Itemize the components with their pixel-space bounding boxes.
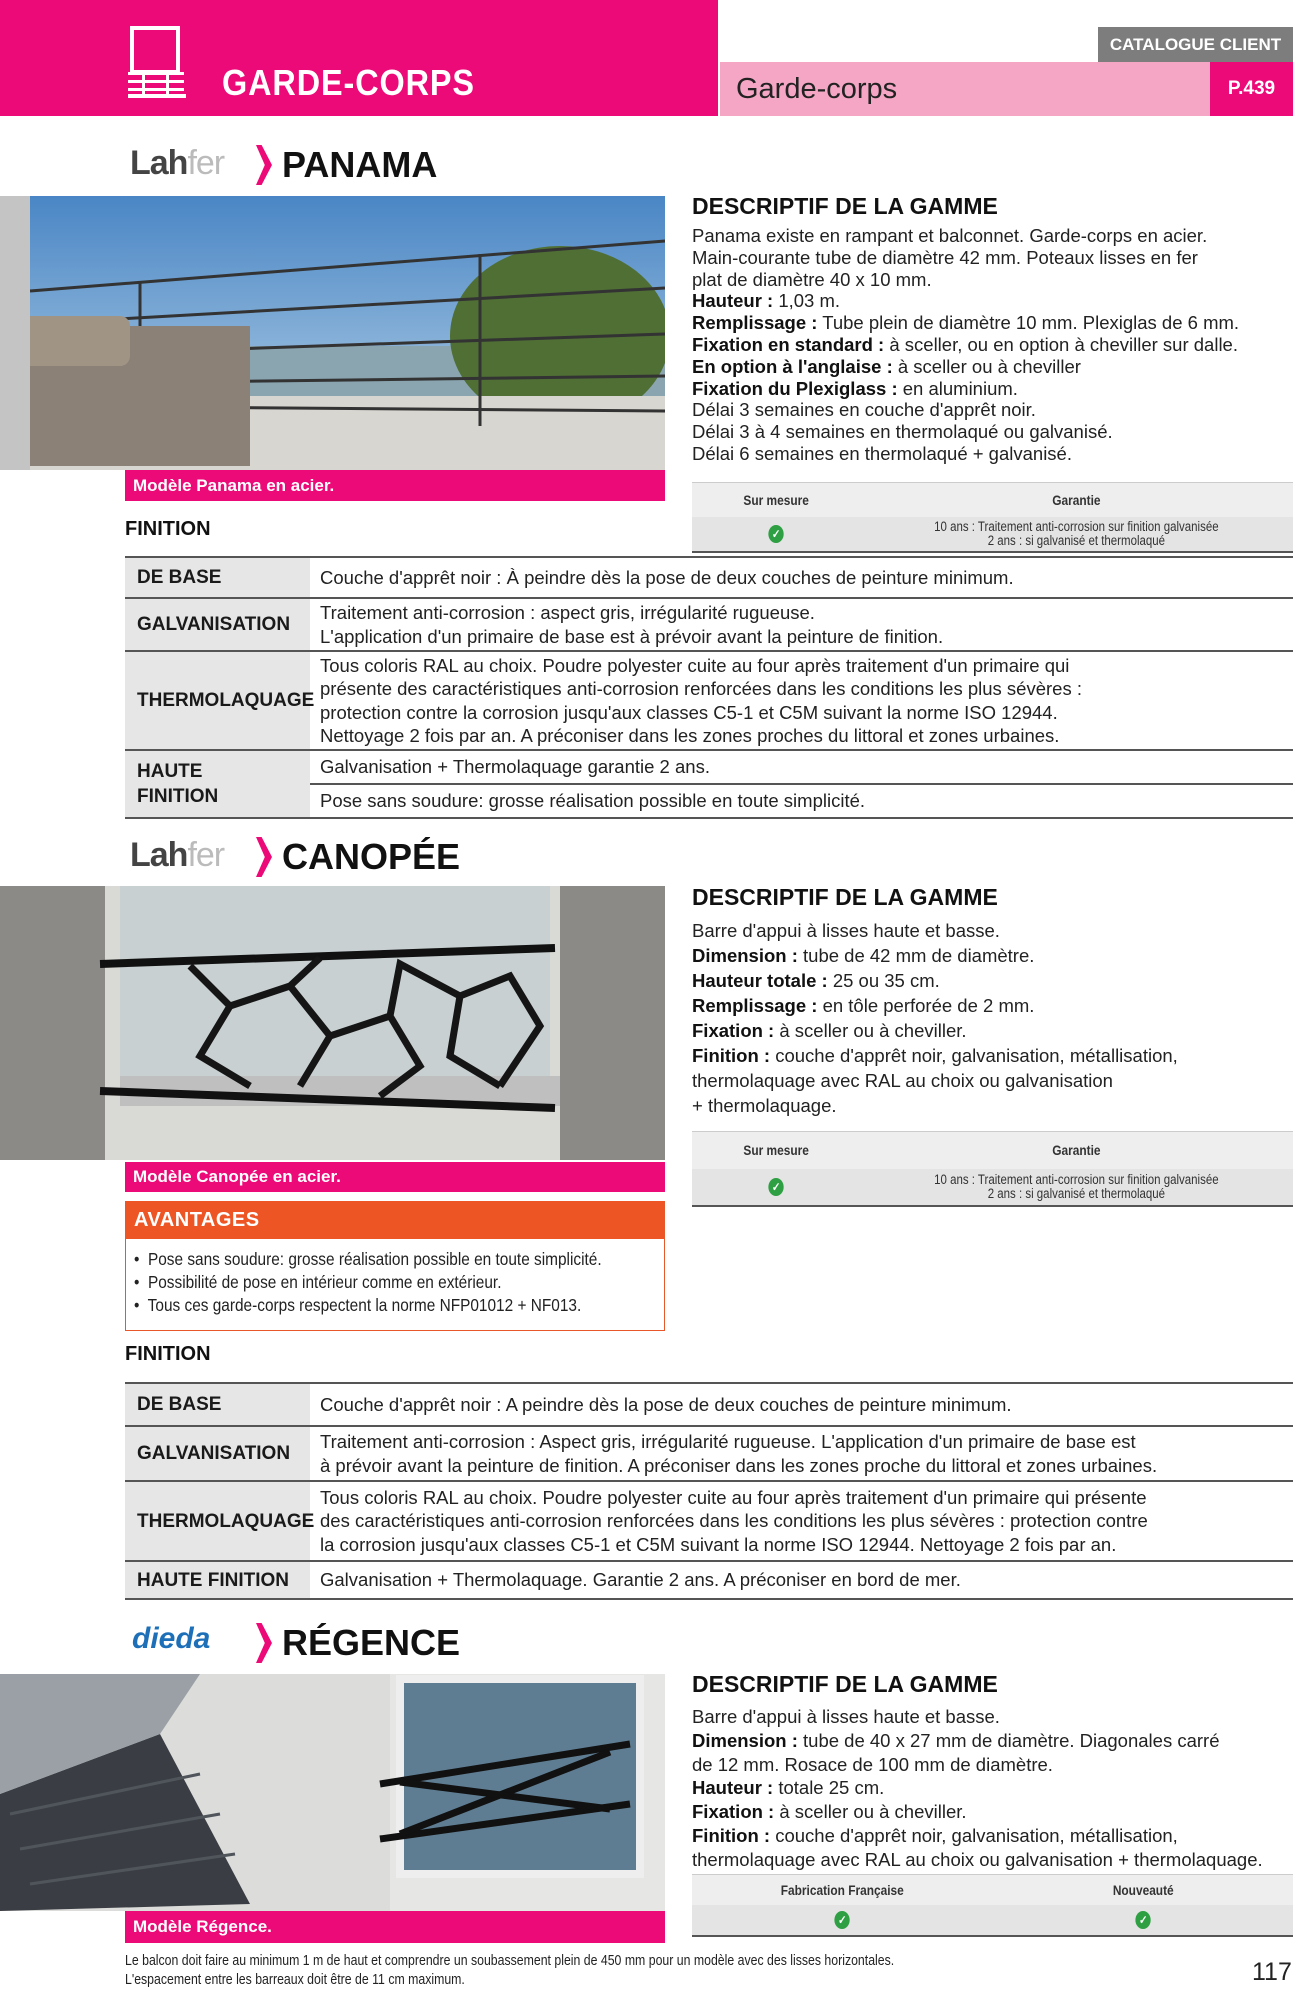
check-circle-icon: ✓ [1135, 1911, 1150, 1929]
check-circle-icon: ✓ [835, 1911, 850, 1929]
description-key: En option à l'anglaise : [692, 355, 893, 377]
spec-cell [893, 517, 1261, 551]
finition-row-text: présente des caractéristiques anti-corrosion renforcées dans les conditions les plus sévères : [320, 678, 1082, 699]
description-line [692, 1045, 1178, 1067]
description-key: Dimension : [692, 1729, 798, 1751]
finition-label: FINITION [125, 518, 211, 540]
description-key: Finition : [692, 1825, 771, 1846]
description-line [692, 290, 840, 312]
finition-row-label: THERMOLAQUAGE [125, 1482, 310, 1560]
description-key: Finition : [692, 1045, 771, 1066]
product-photo-regence [0, 1674, 665, 1911]
description-line [692, 334, 1238, 356]
spec-header: Fabrication Française [780, 1882, 904, 1898]
finition-row-label: GALVANISATION [125, 1427, 310, 1480]
description-text: 25 ou 35 cm. [827, 970, 940, 991]
finition-table [125, 1382, 1293, 1598]
product-title: PANAMA [282, 144, 438, 185]
description-text: Délai 6 semaines en thermolaqué + galvanisé. [692, 443, 1072, 464]
finition-row-text: Tous coloris RAL au choix. Poudre polyester cuite au four après traitement d'un primaire qui présente [320, 1486, 1147, 1508]
balcony-icon [128, 26, 188, 98]
description-text: couche d'apprêt noir, galvanisation, métallisation, [770, 1825, 1178, 1846]
description-line [692, 1070, 1113, 1092]
description-text: Barre d'appui à lisses haute et basse. [692, 1706, 1000, 1727]
description-key: Hauteur totale : [692, 970, 828, 991]
finition-row-label: GALVANISATION [125, 599, 310, 650]
finition-row-text: Traitement anti-corrosion : aspect gris, irrégularité rugueuse. [320, 602, 815, 623]
description-key: Remplissage : [692, 312, 818, 334]
advantage-item: • Pose sans soudure: grosse réalisation possible en toute simplicité. [134, 1249, 602, 1269]
description-text: Main-courante tube de diamètre 42 mm. Poteaux lisses en fer [692, 246, 1198, 268]
photo-caption: Modèle Panama en acier. [125, 470, 665, 501]
section-title: GARDE-CORPS [222, 62, 475, 103]
page-number: 117 [1252, 1958, 1292, 1986]
description-text: tube de 42 mm de diamètre. [797, 945, 1035, 966]
description-line [692, 1801, 967, 1823]
finition-row [125, 751, 1293, 819]
product-title: CANOPÉE [282, 836, 461, 877]
description-key: Hauteur : [692, 290, 774, 312]
chevron-right-icon [256, 145, 272, 185]
spec-header: Garantie [1052, 1142, 1101, 1159]
finition-row [125, 1482, 1293, 1562]
description-text: totale 25 cm. [773, 1777, 885, 1799]
spec-table [692, 1131, 1293, 1207]
description-title: DESCRIPTIF DE LA GAMME [692, 1671, 998, 1697]
finition-row-text: protection contre la corrosion jusqu'aux classes C5-1 et C5M suivant la norme ISO 12944. [320, 701, 1058, 723]
advantage-item: • Possibilité de pose en intérieur comme en extérieur. [134, 1272, 502, 1292]
description-line [692, 1020, 967, 1042]
description-line [692, 356, 1081, 378]
spec-cell [715, 1905, 970, 1935]
description-key: Fixation du Plexiglass : [692, 377, 898, 399]
description-text: Panama existe en rampant et balconnet. Garde-corps en acier. [692, 225, 1208, 246]
description-text: Délai 3 semaines en couche d'apprêt noir. [692, 399, 1036, 421]
warranty-line: 2 ans : si galvanisé et thermolaqué [987, 533, 1166, 548]
description-text: en tôle perforée de 2 mm. [817, 995, 1035, 1016]
warranty-line: 10 ans : Traitement anti-corrosion sur finition galvanisée [934, 519, 1219, 534]
finition-row-text: des caractéristiques anti-corrosion renforcées dans les conditions les plus sévères : protection contre [320, 1510, 1148, 1532]
finition-row [125, 599, 1293, 652]
description-line [692, 1754, 1053, 1776]
advantages-title: AVANTAGES [126, 1201, 664, 1239]
finition-row-text: à prévoir avant la peinture de finition. A préconiser dans les zones proche du littoral et zones urbaines. [320, 1454, 1158, 1476]
description-text: Barre d'appui à lisses haute et basse. [692, 920, 1000, 941]
description-line [692, 970, 940, 992]
description-key: Dimension : [692, 945, 798, 966]
description-line [692, 225, 1207, 247]
description-line [692, 995, 1034, 1017]
description-line [692, 1095, 837, 1117]
finition-row-label: DE BASE [125, 558, 310, 597]
description-text: à sceller ou à cheviller. [774, 1801, 967, 1823]
brand-logo-lahfer: Lahfer [130, 836, 225, 874]
description-title: DESCRIPTIF DE LA GAMME [692, 884, 998, 910]
advantage-item: • Tous ces garde-corps respectent la norme NFP01012 + NF013. [134, 1295, 582, 1315]
description-text: thermolaquage avec RAL au choix ou galvanisation + thermolaquage. [692, 1848, 1263, 1870]
finition-row [125, 1562, 1293, 1600]
finition-row-text: la corrosion jusqu'aux classes C5-1 et C5M suivant la norme ISO 12944. Nettoyage 2 fois par an. [320, 1533, 1117, 1555]
description-line [692, 1730, 1220, 1752]
spec-header: Sur mesure [743, 492, 809, 508]
description-line [692, 1777, 884, 1799]
description-line [692, 920, 1000, 942]
page-reference: P.439 [1210, 62, 1293, 116]
finition-row [125, 1427, 1293, 1482]
spec-header: Nouveauté [1112, 1882, 1174, 1898]
spec-cell [705, 517, 848, 551]
description-key: Fixation : [692, 1801, 775, 1823]
spec-cell [1015, 1905, 1270, 1935]
product-photo-canopee [0, 886, 665, 1160]
finition-row-text: Pose sans soudure: grosse réalisation possible en toute simplicité. [320, 790, 866, 811]
finition-row-label: HAUTE FINITION [125, 751, 310, 817]
finition-row-text: Nettoyage 2 fois par an. A préconiser dans les zones proches du littoral et zones urbaines. [320, 725, 1060, 746]
description-line [692, 378, 1018, 400]
chevron-right-icon [256, 1623, 272, 1663]
warranty-line: 10 ans : Traitement anti-corrosion sur finition galvanisée [934, 1171, 1219, 1187]
finition-row [125, 558, 1293, 599]
catalogue-badge: CATALOGUE CLIENT [1098, 27, 1293, 62]
footer-note: Le balcon doit faire au minimum 1 m de haut et comprendre un soubassement plein de 450 mm pour un modèle avec des lisses horizontales. [125, 1952, 895, 1969]
finition-table [125, 556, 1293, 817]
finition-label: FINITION [125, 1343, 211, 1365]
description-text: + thermolaquage. [692, 1095, 837, 1116]
description-text: Délai 3 à 4 semaines en thermolaqué ou galvanisé. [692, 421, 1113, 443]
finition-row-text: Traitement anti-corrosion : Aspect gris, irrégularité rugueuse. L'application d'un primaire de base est [320, 1431, 1136, 1452]
advantages-box [125, 1201, 665, 1331]
description-title: DESCRIPTIF DE LA GAMME [692, 193, 998, 219]
section-subtitle: Garde-corps [720, 62, 1210, 116]
spec-cell [705, 1169, 848, 1206]
finition-row-text: Galvanisation + Thermolaquage garantie 2 ans. [320, 756, 710, 777]
finition-row [125, 652, 1293, 751]
description-text: à sceller ou à cheviller [892, 355, 1081, 377]
brand-logo-lahfer: Lahfer [130, 144, 225, 182]
description-key: Hauteur : [692, 1777, 774, 1799]
description-line [692, 269, 932, 291]
product-title: RÉGENCE [282, 1622, 461, 1663]
photo-caption: Modèle Régence. [125, 1911, 665, 1943]
description-text: Tube plein de diamètre 10 mm. Plexiglas de 6 mm. [817, 312, 1240, 334]
description-key: Fixation en standard : [692, 334, 885, 355]
description-key: Remplissage : [692, 995, 818, 1016]
description-key: Fixation : [692, 1020, 775, 1041]
finition-row-label: DE BASE [125, 1384, 310, 1425]
description-text: à sceller ou à cheviller. [774, 1020, 967, 1041]
check-circle-icon: ✓ [768, 525, 783, 543]
brand-logo-dieda: dieda [132, 1622, 211, 1655]
product-photo-panama [0, 196, 665, 470]
warranty-line: 2 ans : si galvanisé et thermolaqué [987, 1185, 1166, 1201]
finition-row-text: Couche d'apprêt noir : À peindre dès la pose de deux couches de peinture minimum. [320, 566, 1014, 588]
description-line [692, 421, 1113, 443]
finition-row-text: Couche d'apprêt noir : A peindre dès la pose de deux couches de peinture minimum. [320, 1393, 1012, 1415]
description-text: plat de diamètre 40 x 10 mm. [692, 268, 932, 290]
spec-table [692, 482, 1293, 553]
description-line [692, 312, 1239, 334]
chevron-right-icon [256, 837, 272, 877]
description-line [692, 247, 1198, 269]
description-text: à sceller, ou en option à cheviller sur dalle. [884, 334, 1238, 355]
description-line [692, 1825, 1178, 1847]
spec-header: Garantie [1052, 492, 1101, 508]
description-line [692, 1849, 1263, 1871]
finition-row [125, 1384, 1293, 1427]
photo-caption: Modèle Canopée en acier. [125, 1162, 665, 1192]
description-text: thermolaquage avec RAL au choix ou galvanisation [692, 1070, 1113, 1091]
finition-row-text: Galvanisation + Thermolaquage. Garantie 2 ans. A préconiser en bord de mer. [320, 1569, 961, 1591]
check-circle-icon: ✓ [768, 1178, 783, 1196]
description-line [692, 1706, 1000, 1728]
spec-table [692, 1874, 1293, 1937]
description-line [692, 399, 1036, 421]
finition-row-text: Tous coloris RAL au choix. Poudre polyester cuite au four après traitement d'un primaire qui [320, 654, 1070, 676]
description-line [692, 945, 1034, 967]
description-line [692, 443, 1072, 465]
finition-row-text: L'application d'un primaire de base est à prévoir avant la peinture de finition. [320, 625, 944, 647]
description-text: tube de 40 x 27 mm de diamètre. Diagonales carré [797, 1729, 1220, 1751]
finition-row-label: THERMOLAQUAGE [125, 652, 310, 749]
finition-divider [310, 783, 1293, 785]
description-text: couche d'apprêt noir, galvanisation, métallisation, [770, 1045, 1178, 1066]
finition-row-label: HAUTE FINITION [125, 1562, 310, 1598]
footer-note: L'espacement entre les barreaux doit être de 11 cm maximum. [125, 1971, 465, 1988]
description-text: en aluminium. [897, 377, 1018, 399]
description-text: de 12 mm. Rosace de 100 mm de diamètre. [692, 1753, 1053, 1775]
spec-header: Sur mesure [743, 1142, 809, 1159]
description-text: 1,03 m. [773, 290, 841, 312]
spec-cell [893, 1169, 1261, 1206]
